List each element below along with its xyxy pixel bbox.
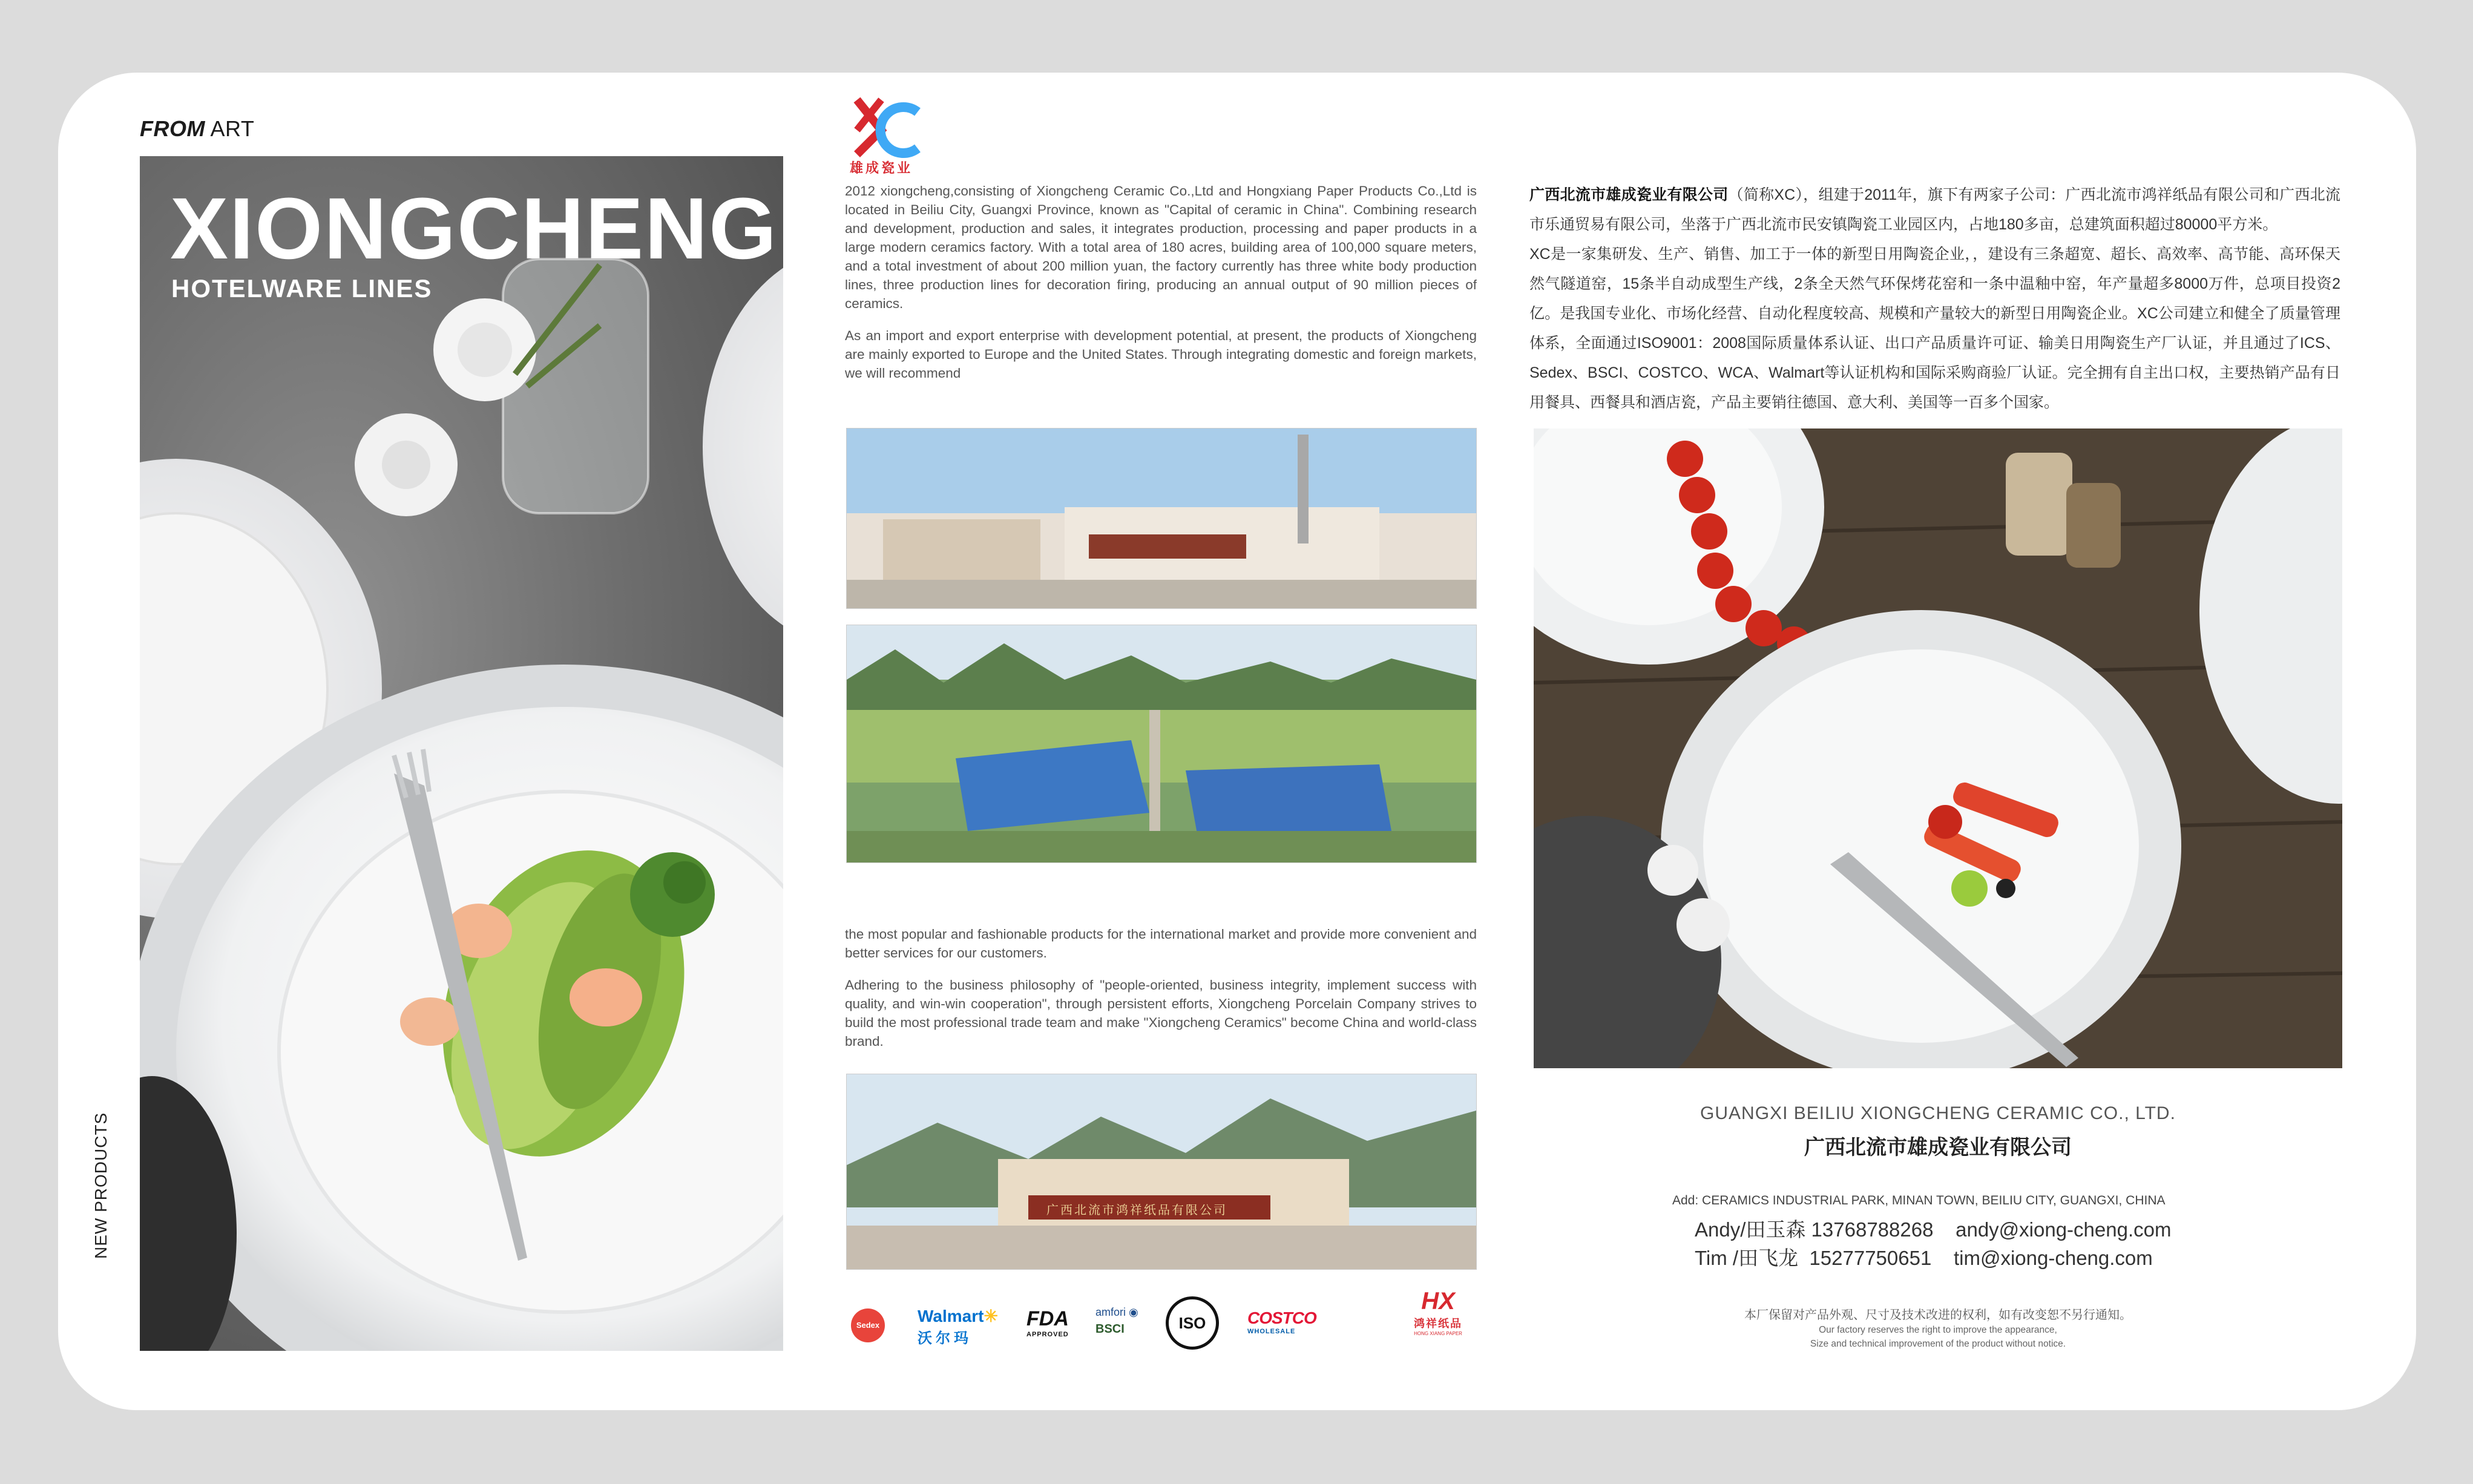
walmart-spark-icon: ✳ bbox=[984, 1307, 998, 1325]
contact-tim: Tim /田飞龙 15277750651 tim@xiong-cheng.com bbox=[1695, 1247, 2153, 1269]
notice-en bbox=[1534, 1323, 2342, 1351]
art-label: ART bbox=[205, 116, 255, 141]
costco-logo-sub: WHOLESALE bbox=[1247, 1328, 1296, 1335]
hero-photo bbox=[140, 156, 783, 1351]
cn-intro-1: （简称XC），组建于2011年，旗下有两家子公司：广西北流市鸿祥纸品有限公司和广西北流市乐通贸易有限公司，坐落于广西北流市民安镇陶瓷工业园区内，占地180多亩，总建筑面积超过80000平方米。 bbox=[1529, 186, 2340, 233]
amfori-logo bbox=[1095, 1306, 1138, 1336]
intro-paragraph-2: As an import and export enterprise with development potential, at present, the products of Xiongcheng are mainly exported to Europe and the United States. Through integrating domestic and foreign markets, we will recommend bbox=[845, 328, 1477, 381]
catalog-page bbox=[58, 73, 2416, 1410]
intro-text-en bbox=[845, 182, 1477, 396]
sedex-logo: Sedex bbox=[851, 1308, 885, 1342]
hero-subtitle: HOTELWARE LINES bbox=[171, 274, 433, 303]
company-name-en: GUANGXI BEILIU XIONGCHENG CERAMIC CO., LTD. bbox=[1700, 1103, 2176, 1123]
cn-company-name: 广西北流市雄成瓷业有限公司 bbox=[1529, 186, 1729, 203]
hx-logo-cn: 鸿祥纸品 bbox=[1414, 1318, 1462, 1330]
contact-andy: Andy/田玉森 13768788268 andy@xiong-cheng.com bbox=[1695, 1218, 2172, 1241]
hero-title: XIONGCHENG bbox=[170, 180, 778, 277]
factory-photo-hongxiang bbox=[846, 1074, 1477, 1270]
hero-plate-illustration bbox=[140, 156, 783, 1351]
fda-logo-text: FDA bbox=[1026, 1307, 1069, 1330]
amfori-logo-text: amfori bbox=[1095, 1306, 1126, 1318]
intro-paragraph-4: Adhering to the business philosophy of "people-oriented, business integrity, implement success with quality, and win-win cooperation", through persistent efforts, Xiongcheng Porcelain Company strives to build the most professional trade team and make "Xiongcheng Ceramics" become China and world-class brand. bbox=[845, 977, 1477, 1049]
walmart-logo-text: Walmart bbox=[918, 1307, 984, 1325]
notice-cn: 本厂保留对产品外观、尺寸及技术改进的权利，如有改变恕不另行通知。 bbox=[1744, 1308, 2132, 1322]
fda-logo bbox=[1026, 1307, 1069, 1338]
walmart-logo-cn: 沃尔玛 bbox=[918, 1330, 972, 1347]
cn-intro-2: XC是一家集研发、生产、销售、加工于一体的新型日用陶瓷企业，，建设有三条超宽、超长、高效率、高节能、高环保天然气隧道窑，15条半自动成型生产线，2条全天然气环保烤花窑和一条中温釉中窑，年产量超多8000万件，总项目投资2亿。是我国专业化、市场化经营、自动化程度较高、规模和产量较大的新型日用陶瓷企业。XC公司建立和健全了质量管理体系，全面通过ISO9001：2008国际质量体系认证、出口产品质量许可证、输美日用陶瓷生产厂认证，并且通过了ICS、Sedex、BSCI、COSTCO、WCA、Walmart等认证机构和国际采购商验厂认证。完全拥有自主出口权，主要热销产品有日用餐具、西餐具和酒店瓷，产品主要销往德国、意大利、美国等一百多个国家。 bbox=[1529, 246, 2340, 411]
hongxiang-sign-text: 广西北流市鸿祥纸品有限公司 bbox=[1046, 1204, 1227, 1217]
notice-en-line-2: Size and technical improvement of the product without notice. bbox=[1810, 1339, 2066, 1349]
factory-photo-aerial bbox=[846, 625, 1477, 863]
hx-logo-mark: HX bbox=[1421, 1288, 1455, 1315]
section-label bbox=[140, 116, 254, 142]
hx-logo-en: HONG XIANG PAPER bbox=[1414, 1331, 1462, 1336]
notice-en-line-1: Our factory reserves the right to improve the appearance, bbox=[1819, 1325, 2057, 1335]
company-address: Add: CERAMICS INDUSTRIAL PARK, MINAN TOWN, BEILIU CITY, GUANGXI, CHINA bbox=[1672, 1193, 2166, 1207]
xc-logo-cn: 雄成瓷业 bbox=[850, 160, 913, 176]
new-products-label: NEW PRODUCTS bbox=[91, 1112, 110, 1259]
bsci-logo-text: BSCI bbox=[1095, 1322, 1125, 1336]
costco-logo bbox=[1247, 1308, 1316, 1335]
company-name-cn: 广西北流市雄成瓷业有限公司 bbox=[1804, 1136, 2072, 1159]
from-label: FROM bbox=[140, 116, 205, 141]
hongxiang-logo bbox=[1408, 1288, 1468, 1336]
intro-text-en-2 bbox=[845, 925, 1477, 1064]
intro-paragraph-1: 2012 xiongcheng,consisting of Xiongcheng Ceramic Co.,Ltd and Hongxiang Paper Products Co.,Ltd is located in Beiliu City, Guangxi Province, known as "Capital of ceramic in China". Combining research and development, production and sales, it integrates production, processing and paper products in a large modern ceramics factory. With a total area of 180 acres, building area of 100,000 square meters, and a total investment of about 200 million yuan, the factory currently has three white body production lines, three production lines for decoration firing, producing an annual output of 90 million pieces of ceramics. bbox=[845, 183, 1477, 311]
intro-text-cn bbox=[1529, 180, 2340, 418]
fda-logo-sub: APPROVED bbox=[1026, 1331, 1069, 1338]
amfori-globe-icon: ◉ bbox=[1126, 1306, 1138, 1318]
xc-logo bbox=[845, 94, 930, 176]
iso-logo: ISO bbox=[1166, 1296, 1219, 1350]
certification-logos bbox=[845, 1288, 1537, 1367]
xc-logo-mark bbox=[845, 94, 930, 160]
tableware-photo bbox=[1534, 428, 2342, 1068]
factory-photo-gate bbox=[846, 428, 1477, 609]
costco-logo-text: COSTCO bbox=[1247, 1308, 1316, 1327]
walmart-logo bbox=[918, 1306, 998, 1347]
intro-paragraph-3: the most popular and fashionable products for the international market and provide more convenient and better services for our customers. bbox=[845, 927, 1477, 960]
